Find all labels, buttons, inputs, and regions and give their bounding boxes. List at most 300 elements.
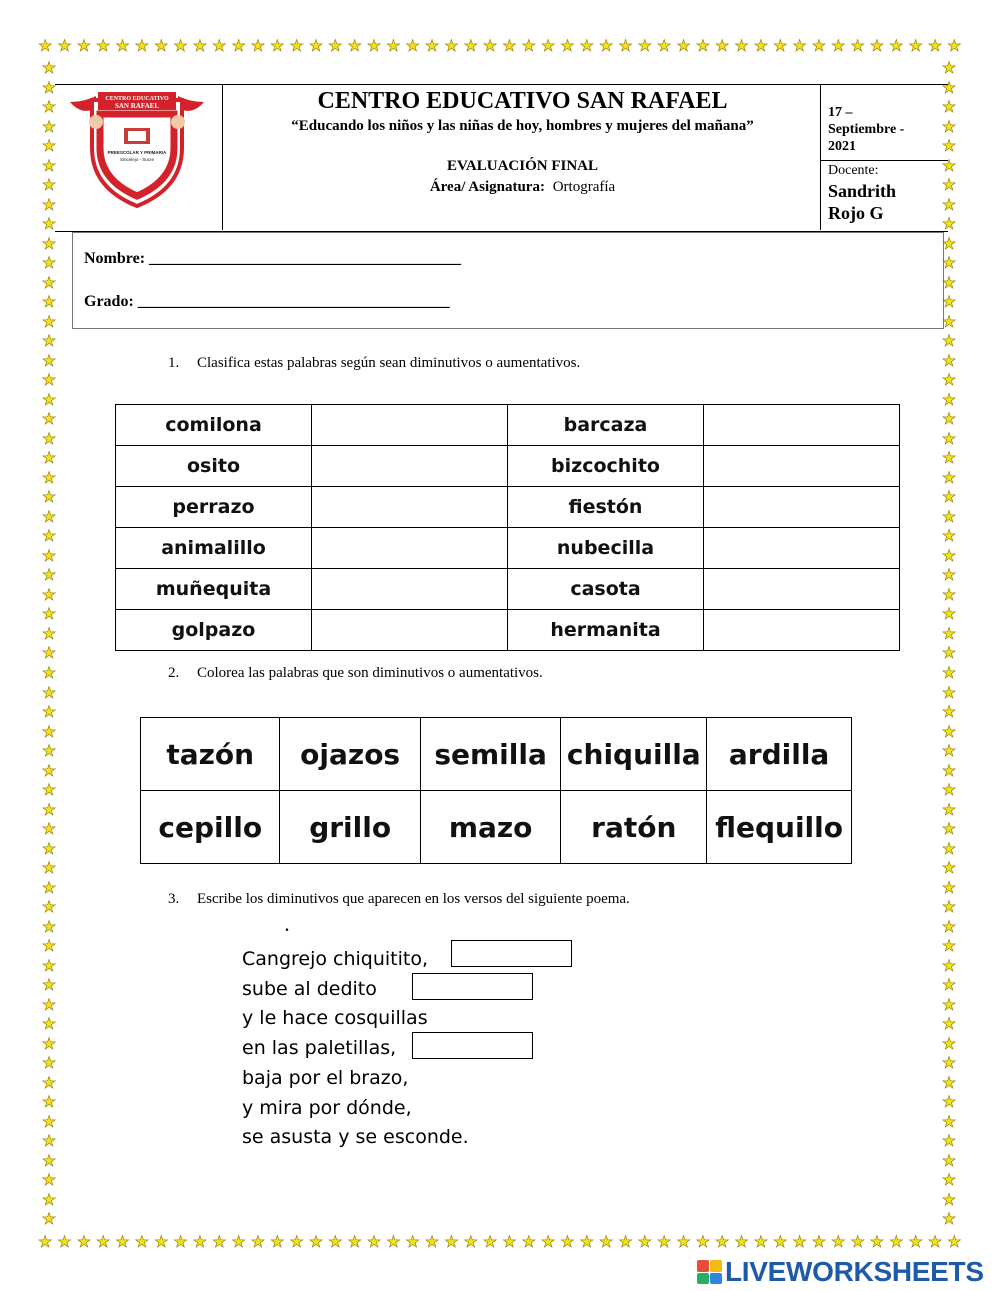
star-icon: ★ — [941, 860, 957, 878]
star-icon: ★ — [41, 801, 57, 819]
star-icon: ★ — [41, 743, 57, 761]
star-icon: ★ — [115, 38, 130, 55]
star-icon: ★ — [41, 664, 57, 682]
star-icon: ★ — [941, 743, 957, 761]
student-info-box — [72, 232, 944, 329]
star-icon: ★ — [41, 528, 57, 546]
star-icon: ★ — [41, 899, 57, 917]
table-row — [116, 528, 900, 569]
name-field[interactable] — [84, 250, 461, 268]
star-icon: ★ — [941, 1094, 957, 1112]
star-icon: ★ — [366, 38, 382, 55]
star-icon: ★ — [850, 38, 865, 55]
star-icon: ★ — [889, 38, 904, 55]
star-icon: ★ — [941, 1172, 957, 1190]
area-label: Área/ Asignatura: — [429, 179, 545, 195]
exam-title: EVALUACIÓN FINAL — [447, 158, 598, 174]
star-icon: ★ — [540, 1234, 556, 1251]
star-icon: ★ — [41, 645, 57, 663]
word-choice[interactable]: semilla — [420, 718, 561, 791]
star-icon: ★ — [941, 684, 957, 702]
logo-text-bottom: PREESCOLAR Y PRIMARIA — [107, 150, 167, 155]
star-icon: ★ — [941, 899, 957, 917]
star-icon: ★ — [231, 38, 246, 55]
answer-cell[interactable] — [704, 405, 900, 446]
star-icon: ★ — [941, 372, 957, 390]
star-icon: ★ — [41, 255, 57, 273]
star-icon: ★ — [941, 801, 957, 819]
star-icon: ★ — [869, 1234, 885, 1251]
star-icon: ★ — [521, 38, 536, 55]
star-icon: ★ — [41, 1016, 57, 1034]
word-choice[interactable]: tazón — [141, 718, 280, 791]
answer-cell[interactable] — [312, 610, 508, 651]
subject-line — [225, 179, 820, 196]
star-icon: ★ — [792, 1234, 807, 1251]
docente-name-1: Sandrith — [828, 181, 897, 201]
star-icon: ★ — [76, 1234, 92, 1251]
star-icon: ★ — [560, 1234, 575, 1251]
star-icon: ★ — [676, 38, 691, 55]
star-border-top — [38, 36, 962, 58]
liveworksheets-wordmark: LIVEWORKSHEETS — [725, 1256, 984, 1287]
star-icon: ★ — [424, 38, 440, 55]
poem-line: sube al dedito — [242, 977, 377, 1000]
poem-line: Cangrejo chiquitito, — [242, 948, 429, 970]
header-divider-right — [820, 84, 821, 230]
table-row — [141, 718, 852, 791]
word-cell: comilona — [116, 405, 312, 446]
star-icon: ★ — [941, 313, 957, 331]
logo-text-name: SAN RAFAEL — [114, 102, 160, 110]
star-icon: ★ — [41, 547, 57, 565]
star-icon: ★ — [598, 1234, 614, 1251]
star-icon: ★ — [212, 38, 227, 55]
star-icon: ★ — [941, 294, 957, 312]
date-line-2: Septiembre - — [828, 122, 905, 137]
poem-line: se asusta y se esconde. — [242, 1126, 469, 1149]
star-icon: ★ — [941, 664, 957, 682]
star-icon: ★ — [463, 38, 478, 55]
star-icon: ★ — [941, 821, 957, 839]
answer-input-1[interactable] — [451, 940, 572, 967]
star-icon: ★ — [41, 79, 57, 97]
star-icon: ★ — [115, 1234, 130, 1251]
word-cell: fiestón — [508, 487, 704, 528]
star-icon: ★ — [927, 1234, 943, 1251]
star-icon: ★ — [57, 38, 72, 55]
star-icon: ★ — [941, 723, 957, 741]
question-1 — [168, 355, 580, 372]
star-icon: ★ — [941, 1191, 957, 1209]
star-icon: ★ — [831, 1234, 846, 1251]
star-icon: ★ — [941, 1133, 957, 1151]
star-icon: ★ — [941, 1211, 957, 1229]
star-icon: ★ — [386, 38, 401, 55]
star-icon: ★ — [270, 1234, 285, 1251]
docente-name-2: Rojo G — [828, 203, 884, 223]
word-cell: golpazo — [116, 610, 312, 651]
star-icon: ★ — [908, 1234, 923, 1251]
word-choice[interactable]: flequillo — [707, 791, 852, 864]
grade-label: Grado: — [84, 293, 134, 310]
star-icon: ★ — [41, 1055, 57, 1073]
star-icon: ★ — [941, 606, 957, 624]
star-icon: ★ — [941, 567, 957, 585]
star-icon: ★ — [41, 294, 57, 312]
star-icon: ★ — [41, 411, 57, 429]
star-icon: ★ — [41, 489, 57, 507]
liveworksheets-logo-icon — [697, 1260, 721, 1284]
star-icon: ★ — [41, 157, 57, 175]
star-icon: ★ — [154, 1234, 169, 1251]
star-icon: ★ — [41, 684, 57, 702]
name-line: _______________________________________ — [149, 250, 462, 267]
star-icon: ★ — [941, 704, 957, 722]
grade-field[interactable] — [84, 293, 450, 311]
star-icon: ★ — [41, 1035, 57, 1053]
star-border-bottom — [38, 1232, 962, 1254]
word-cell: bizcochito — [508, 446, 704, 487]
star-icon: ★ — [154, 38, 169, 55]
question-3-number: 3. — [168, 891, 180, 907]
star-icon: ★ — [715, 38, 730, 55]
docente-box — [828, 162, 896, 224]
date-box — [828, 104, 904, 155]
word-choice[interactable]: ratón — [561, 791, 707, 864]
table-row — [116, 610, 900, 651]
logo-text-city: Sincelejo - Sucre — [119, 157, 155, 162]
star-icon: ★ — [941, 274, 957, 292]
word-cell: hermanita — [508, 610, 704, 651]
answer-cell[interactable] — [704, 446, 900, 487]
star-icon: ★ — [444, 38, 459, 55]
star-icon: ★ — [41, 313, 57, 331]
star-icon: ★ — [231, 1234, 246, 1251]
star-icon: ★ — [41, 372, 57, 390]
star-icon: ★ — [347, 1234, 362, 1251]
word-choice[interactable]: chiquilla — [561, 718, 707, 791]
star-icon: ★ — [676, 1234, 691, 1251]
word-choice[interactable]: cepillo — [141, 791, 280, 864]
star-icon: ★ — [560, 38, 575, 55]
answer-cell[interactable] — [704, 610, 900, 651]
answer-cell[interactable] — [312, 487, 508, 528]
star-icon: ★ — [38, 38, 53, 55]
star-icon: ★ — [41, 138, 57, 156]
star-icon: ★ — [941, 1152, 957, 1170]
liveworksheets-brand[interactable] — [697, 1256, 984, 1288]
star-icon: ★ — [289, 1234, 304, 1251]
star-icon: ★ — [41, 60, 57, 77]
star-icon: ★ — [941, 996, 957, 1014]
star-icon: ★ — [941, 450, 957, 468]
star-icon: ★ — [947, 38, 962, 55]
word-cell: osito — [116, 446, 312, 487]
star-icon: ★ — [289, 38, 304, 55]
header-divider-left — [222, 84, 223, 230]
star-icon: ★ — [941, 469, 957, 487]
star-icon: ★ — [328, 38, 343, 55]
star-icon: ★ — [76, 38, 92, 55]
star-icon: ★ — [598, 38, 614, 55]
date-line-1: 17 – — [828, 105, 853, 120]
star-icon: ★ — [41, 977, 57, 995]
classify-table — [115, 404, 900, 651]
logo-square — [697, 1273, 709, 1285]
star-icon: ★ — [192, 38, 208, 55]
star-icon: ★ — [41, 879, 57, 897]
star-icon: ★ — [41, 1113, 57, 1131]
star-icon: ★ — [941, 79, 957, 97]
question-2-number: 2. — [168, 665, 180, 681]
star-icon: ★ — [328, 1234, 343, 1251]
table-row — [116, 487, 900, 528]
star-icon: ★ — [811, 38, 827, 55]
star-icon: ★ — [502, 38, 517, 55]
star-icon: ★ — [941, 333, 957, 351]
star-icon: ★ — [773, 38, 788, 55]
star-icon: ★ — [308, 38, 324, 55]
star-icon: ★ — [792, 38, 807, 55]
star-icon: ★ — [173, 1234, 188, 1251]
star-icon: ★ — [941, 1113, 957, 1131]
star-icon: ★ — [192, 1234, 208, 1251]
star-icon: ★ — [41, 606, 57, 624]
star-icon: ★ — [941, 235, 957, 253]
star-icon: ★ — [941, 99, 957, 117]
answer-cell[interactable] — [312, 528, 508, 569]
star-icon: ★ — [941, 118, 957, 136]
star-icon: ★ — [250, 1234, 266, 1251]
star-icon: ★ — [753, 1234, 769, 1251]
star-icon: ★ — [41, 782, 57, 800]
answer-cell[interactable] — [704, 487, 900, 528]
answer-input-2[interactable] — [412, 973, 533, 1000]
star-icon: ★ — [811, 1234, 827, 1251]
answer-cell[interactable] — [704, 528, 900, 569]
school-crest-logo — [62, 88, 212, 208]
question-2 — [168, 665, 543, 682]
star-icon: ★ — [941, 508, 957, 526]
star-icon: ★ — [41, 567, 57, 585]
docente-label: Docente: — [828, 163, 879, 178]
star-icon: ★ — [366, 1234, 382, 1251]
star-icon: ★ — [941, 840, 957, 858]
star-icon: ★ — [96, 1234, 111, 1251]
star-icon: ★ — [405, 1234, 420, 1251]
answer-cell[interactable] — [312, 569, 508, 610]
star-icon: ★ — [637, 1234, 652, 1251]
word-choice[interactable]: ardilla — [707, 718, 852, 791]
star-icon: ★ — [941, 625, 957, 643]
star-icon: ★ — [657, 38, 672, 55]
star-icon: ★ — [41, 704, 57, 722]
star-icon: ★ — [618, 38, 633, 55]
star-icon: ★ — [941, 391, 957, 409]
star-icon: ★ — [173, 38, 188, 55]
table-row — [141, 791, 852, 864]
stray-dot: . — [285, 918, 289, 935]
star-icon: ★ — [889, 1234, 904, 1251]
header-date-divider — [820, 160, 948, 161]
word-cell: barcaza — [508, 405, 704, 446]
star-icon: ★ — [41, 996, 57, 1014]
logo-text-top: CENTRO EDUCATIVO — [105, 96, 169, 102]
star-icon: ★ — [521, 1234, 536, 1251]
table-row — [116, 569, 900, 610]
poem-line: en las paletillas, — [242, 1037, 397, 1060]
word-cell: muñequita — [116, 569, 312, 610]
word-cell: casota — [508, 569, 704, 610]
star-icon: ★ — [695, 1234, 711, 1251]
star-icon: ★ — [41, 821, 57, 839]
star-icon: ★ — [41, 274, 57, 292]
star-icon: ★ — [41, 918, 57, 936]
star-icon: ★ — [41, 469, 57, 487]
star-icon: ★ — [41, 625, 57, 643]
star-icon: ★ — [941, 762, 957, 780]
star-icon: ★ — [734, 1234, 749, 1251]
star-icon: ★ — [270, 38, 285, 55]
star-icon: ★ — [41, 430, 57, 448]
star-icon: ★ — [386, 1234, 401, 1251]
star-icon: ★ — [41, 1172, 57, 1190]
star-icon: ★ — [41, 333, 57, 351]
word-choice[interactable]: mazo — [420, 791, 561, 864]
star-icon: ★ — [941, 1055, 957, 1073]
star-icon: ★ — [941, 547, 957, 565]
star-icon: ★ — [41, 1133, 57, 1151]
poem-line: baja por el brazo, — [242, 1066, 409, 1089]
star-icon: ★ — [41, 99, 57, 117]
star-icon: ★ — [941, 1035, 957, 1053]
star-icon: ★ — [41, 118, 57, 136]
table-row — [116, 446, 900, 487]
star-icon: ★ — [941, 196, 957, 214]
star-icon: ★ — [463, 1234, 478, 1251]
star-icon: ★ — [941, 430, 957, 448]
star-icon: ★ — [212, 1234, 227, 1251]
star-icon: ★ — [41, 1152, 57, 1170]
star-icon: ★ — [941, 216, 957, 234]
logo-square — [710, 1260, 722, 1272]
star-icon: ★ — [941, 157, 957, 175]
star-icon: ★ — [347, 38, 362, 55]
word-cell: perrazo — [116, 487, 312, 528]
star-icon: ★ — [134, 38, 150, 55]
answer-input-3[interactable] — [412, 1032, 533, 1059]
star-icon: ★ — [941, 879, 957, 897]
star-icon: ★ — [57, 1234, 72, 1251]
star-icon: ★ — [908, 38, 923, 55]
word-choice[interactable]: ojazos — [280, 718, 420, 791]
star-icon: ★ — [41, 860, 57, 878]
star-icon: ★ — [482, 1234, 498, 1251]
star-icon: ★ — [941, 977, 957, 995]
name-label: Nombre: — [84, 250, 146, 267]
star-icon: ★ — [941, 782, 957, 800]
question-3 — [168, 891, 630, 908]
word-choice[interactable]: grillo — [280, 791, 420, 864]
table-row — [116, 405, 900, 446]
star-icon: ★ — [850, 1234, 865, 1251]
star-icon: ★ — [41, 1074, 57, 1092]
poem-line: y le hace cosquillas — [242, 1007, 428, 1030]
star-icon: ★ — [869, 38, 885, 55]
star-icon: ★ — [941, 957, 957, 975]
date-line-3: 2021 — [828, 139, 856, 154]
star-icon: ★ — [695, 38, 711, 55]
grade-line: _______________________________________ — [137, 293, 450, 310]
color-words-table — [140, 717, 852, 864]
star-icon: ★ — [941, 255, 957, 273]
star-icon: ★ — [41, 235, 57, 253]
star-icon: ★ — [831, 38, 846, 55]
star-icon: ★ — [41, 1191, 57, 1209]
star-icon: ★ — [250, 38, 266, 55]
word-cell: nubecilla — [508, 528, 704, 569]
question-1-text: Clasifica estas palabras según sean diminutivos o aumentativos. — [197, 355, 581, 371]
school-motto: “Educando los niños y las niñas de hoy, hombres y mujeres del mañana” — [291, 118, 754, 134]
star-icon: ★ — [941, 177, 957, 195]
star-icon: ★ — [96, 38, 111, 55]
star-icon: ★ — [41, 177, 57, 195]
question-2-text: Colorea las palabras que son diminutivos o aumentativos. — [197, 665, 543, 681]
answer-cell[interactable] — [312, 446, 508, 487]
question-1-number: 1. — [168, 355, 180, 371]
star-icon: ★ — [41, 450, 57, 468]
star-icon: ★ — [941, 938, 957, 956]
star-icon: ★ — [773, 1234, 788, 1251]
star-icon: ★ — [41, 508, 57, 526]
star-icon: ★ — [927, 38, 943, 55]
star-icon: ★ — [41, 196, 57, 214]
star-icon: ★ — [41, 1211, 57, 1229]
star-icon: ★ — [618, 1234, 633, 1251]
star-icon: ★ — [41, 216, 57, 234]
star-icon: ★ — [753, 38, 769, 55]
question-3-text: Escribe los diminutivos que aparecen en los versos del siguiente poema. — [197, 891, 630, 907]
star-icon: ★ — [734, 38, 749, 55]
area-value: Ortografía — [552, 179, 616, 195]
star-icon: ★ — [941, 138, 957, 156]
star-icon: ★ — [405, 38, 420, 55]
star-icon: ★ — [41, 957, 57, 975]
star-icon: ★ — [41, 391, 57, 409]
star-icon: ★ — [41, 938, 57, 956]
star-icon: ★ — [947, 1234, 962, 1251]
answer-cell[interactable] — [704, 569, 900, 610]
star-icon: ★ — [444, 1234, 459, 1251]
star-icon: ★ — [41, 352, 57, 370]
star-icon: ★ — [41, 762, 57, 780]
star-icon: ★ — [308, 1234, 324, 1251]
star-icon: ★ — [38, 1234, 53, 1251]
star-icon: ★ — [941, 586, 957, 604]
star-border-left — [38, 60, 60, 1230]
star-icon: ★ — [941, 352, 957, 370]
star-icon: ★ — [502, 1234, 517, 1251]
star-icon: ★ — [715, 1234, 730, 1251]
star-icon: ★ — [941, 1074, 957, 1092]
star-icon: ★ — [657, 1234, 672, 1251]
star-icon: ★ — [941, 918, 957, 936]
poem-line: y mira por dónde, — [242, 1096, 412, 1119]
star-icon: ★ — [941, 411, 957, 429]
answer-cell[interactable] — [312, 405, 508, 446]
star-icon: ★ — [424, 1234, 440, 1251]
